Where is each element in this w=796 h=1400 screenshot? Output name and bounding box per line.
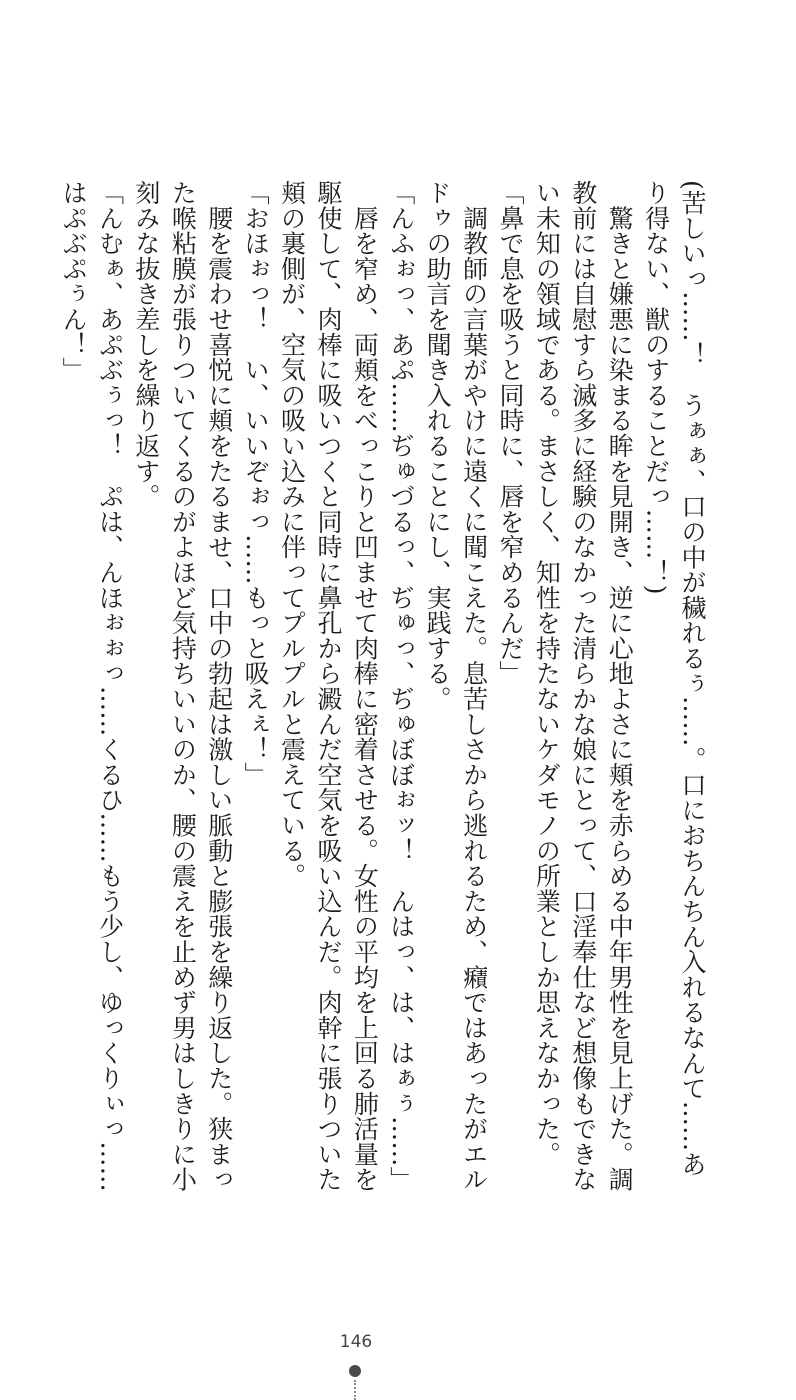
text-line: 「んふぉっ、あぷ……ぢゅづるっ、ぢゅっ、ぢゅぼぼぉッ！ んはっ、は、はぁぅ……」 bbox=[386, 180, 416, 1192]
text-line: 「鼻で息を吸うと同時に、唇を窄めるんだ」 bbox=[495, 180, 525, 686]
text-line: 駆使して、肉棒に吸いつくと同時に鼻孔から澱んだ空気を吸い込んだ。肉幹に張りついた bbox=[313, 180, 343, 1192]
text-line: 教前には自慰すら滅多に経験のなかった清らかな娘にとって、口淫奉仕など想像もできな bbox=[568, 180, 598, 1192]
text-line: 頬の裏側が、空気の吸い込みに伴ってプルプルと震えている。 bbox=[277, 180, 307, 889]
text-line: 「おほぉっ！ い、いいぞぉっ……もっと吸えぇ！」 bbox=[241, 180, 271, 788]
body-text bbox=[55, 180, 710, 1192]
text-line: 「んむぁ、あぷぶぅっ！ ぷは、んほぉぉっ……くるひ……もう少し、ゆっくりぃっ…… bbox=[95, 180, 125, 1192]
text-line: た喉粘膜が張りついてくるのがよほど気持ちいいのか、腰の震えを止めず男はしきりに小 bbox=[168, 180, 198, 1192]
text-line: 刻みな抜き差しを繰り返す。 bbox=[131, 180, 161, 509]
text-line: い未知の領域である。まさしく、知性を持たないケダモノの所業としか思えなかった。 bbox=[532, 180, 562, 1167]
text-line: り得ない、獣のすることだっ……！) bbox=[641, 180, 671, 595]
text-line: 腰を震わせ喜悦に頬をたるませ、口中の勃起は激しい脈動と膨張を繰り返した。狭まっ bbox=[204, 180, 234, 1192]
page-number: 146 bbox=[339, 1332, 373, 1352]
text-line: はぷぶぷぅん！」 bbox=[59, 180, 89, 383]
text-line: ドゥの助言を聞き入れることにし、実践する。 bbox=[423, 180, 453, 712]
page-marker-dotted-line bbox=[354, 1380, 356, 1400]
page-marker-dot bbox=[349, 1365, 361, 1377]
text-line: 驚きと嫌悪に染まる眸を見開き、逆に心地よさに頬を赤らめる中年男性を見上げた。調 bbox=[605, 180, 635, 1192]
text-line: (苦しいっ……！ うぁぁ、口の中が穢れるぅ……。口におちんちん入れるなんて……あ bbox=[678, 180, 707, 1177]
text-line: 唇を窄め、両頬をべっこりと凹ませて肉棒に密着させる。女性の平均を上回る肺活量を bbox=[350, 180, 380, 1192]
text-line: 調教師の言葉がやけに遠くに聞こえた。息苦しさから逃れるため、癪ではあったがエル bbox=[459, 180, 489, 1192]
